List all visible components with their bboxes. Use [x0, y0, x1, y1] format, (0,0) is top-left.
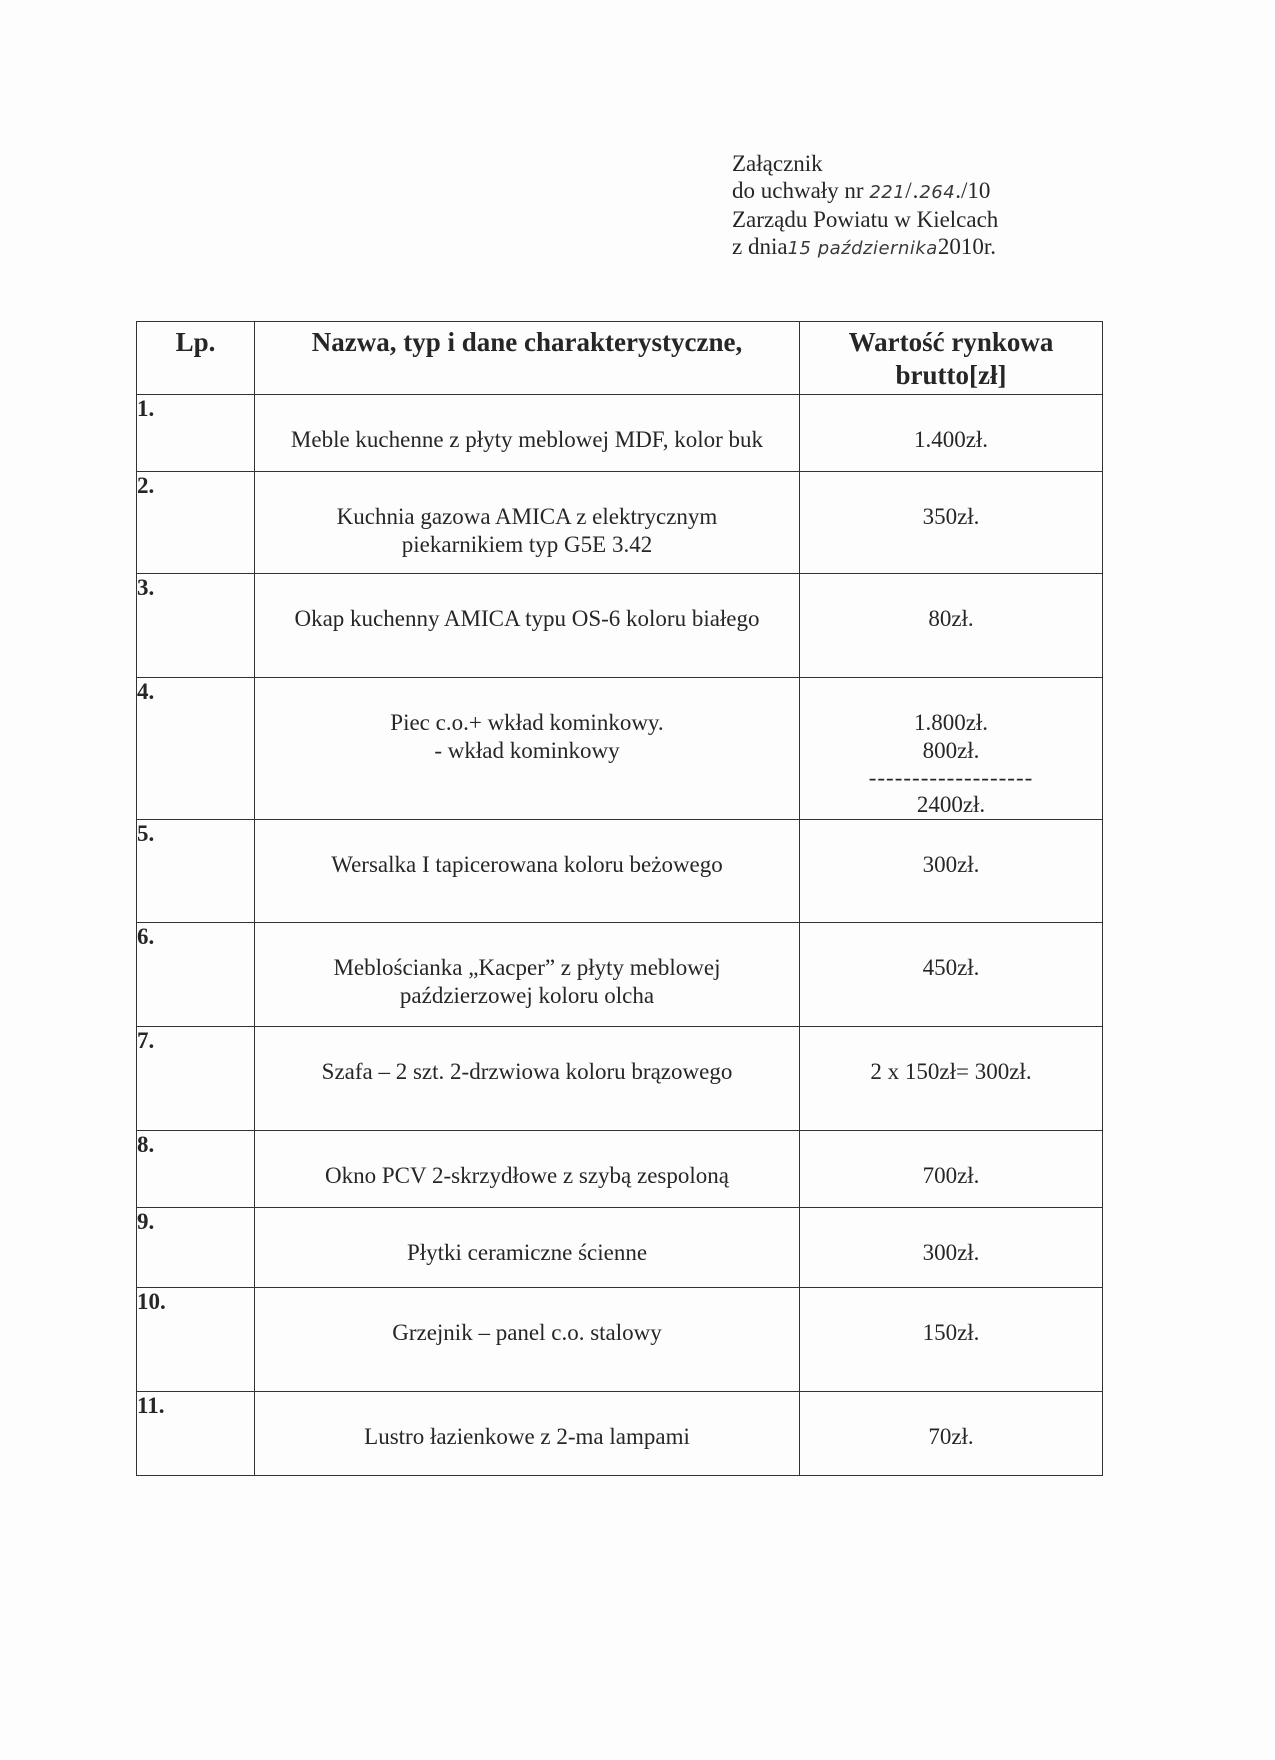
- items-table: [136, 321, 1103, 1476]
- row-name: [255, 820, 800, 923]
- row-name-line: Meble kuchenne z płyty meblowej MDF, kolor buk: [290, 427, 764, 452]
- row-value-line: 300zł.: [922, 1240, 980, 1265]
- row-value-line: 800zł.: [922, 738, 980, 763]
- row-value-line: 300zł.: [922, 852, 980, 877]
- row-name: [255, 678, 800, 820]
- table-body: [137, 395, 1103, 1476]
- row-name-line: piekarnikiem typ G5E 3.42: [401, 532, 653, 557]
- row-value: [800, 923, 1103, 1027]
- resolution-number-mid: /.: [905, 178, 920, 203]
- handwritten-number-2: 264: [919, 182, 956, 203]
- row-name: [255, 1027, 800, 1131]
- row-name: [255, 1208, 800, 1288]
- row-lp: 2.: [137, 472, 255, 574]
- row-value: [800, 395, 1103, 472]
- row-lp: 8.: [137, 1131, 255, 1208]
- header-value-line2: brutto[zł]: [895, 360, 1007, 390]
- row-name-line: Okap kuchenny AMICA typu OS-6 koloru białego: [294, 606, 760, 631]
- table-row: [137, 1288, 1103, 1392]
- row-value: [800, 678, 1103, 820]
- table-row: [137, 820, 1103, 923]
- row-lp: 10.: [137, 1288, 255, 1392]
- row-value-line: 2 x 150zł= 300zł.: [870, 1059, 1032, 1084]
- resolution-number-suffix: ./10: [955, 178, 991, 203]
- table-header-row: [137, 322, 1103, 395]
- row-name: [255, 1131, 800, 1208]
- row-value: [800, 1208, 1103, 1288]
- row-name: [255, 923, 800, 1027]
- row-value-line: 80zł.: [928, 606, 974, 631]
- table-row: [137, 1131, 1103, 1208]
- row-name: [255, 574, 800, 678]
- row-name-line: Meblościanka „Kacper” z płyty meblowej: [333, 955, 721, 980]
- resolution-number-line: [732, 177, 1092, 206]
- table-row: [137, 678, 1103, 820]
- row-value-line: 700zł.: [922, 1163, 980, 1188]
- row-value-line: 70zł.: [928, 1424, 974, 1449]
- row-value: [800, 574, 1103, 678]
- sum-separator: -------------------: [868, 765, 1034, 790]
- row-value-line: 2400zł.: [916, 792, 986, 817]
- header-title: Załącznik: [732, 151, 823, 176]
- row-value-line: 350zł.: [922, 504, 980, 529]
- table-row: [137, 1027, 1103, 1131]
- row-value-line: 1.400zł.: [913, 427, 989, 452]
- row-name-line: Szafa – 2 szt. 2-drzwiowa koloru brązowego: [321, 1059, 733, 1084]
- table-row: [137, 1208, 1103, 1288]
- table-row: [137, 923, 1103, 1027]
- board-name: Zarządu Powiatu w Kielcach: [732, 207, 999, 232]
- row-name-line: Piec c.o.+ wkład kominkowy.: [390, 710, 664, 735]
- row-name-line: - wkład kominkowy: [434, 738, 620, 763]
- row-value-line: 1.800zł.: [913, 710, 989, 735]
- header-name: Nazwa, typ i dane charakterystyczne,: [255, 322, 800, 395]
- table-row: [137, 472, 1103, 574]
- handwritten-number-1: 221: [869, 182, 906, 203]
- row-name: [255, 395, 800, 472]
- row-lp: 11.: [137, 1392, 255, 1476]
- table-row: [137, 1392, 1103, 1476]
- row-lp: 5.: [137, 820, 255, 923]
- row-value: [800, 1131, 1103, 1208]
- header-value: [800, 322, 1103, 395]
- row-value: [800, 472, 1103, 574]
- row-lp: 4.: [137, 678, 255, 820]
- handwritten-date: 15 października: [787, 238, 938, 259]
- attachment-header: [732, 150, 1092, 262]
- row-value: [800, 1392, 1103, 1476]
- row-lp: 6.: [137, 923, 255, 1027]
- table-row: [137, 574, 1103, 678]
- row-value: [800, 820, 1103, 923]
- row-lp: 9.: [137, 1208, 255, 1288]
- row-name-line: paździerzowej koloru olcha: [399, 983, 655, 1008]
- row-name: [255, 472, 800, 574]
- date-suffix: 2010r.: [937, 234, 996, 259]
- header-lp: Lp.: [137, 322, 255, 395]
- header-value-line1: Wartość rynkowa: [848, 327, 1054, 357]
- row-name-line: Okno PCV 2-skrzydłowe z szybą zespoloną: [325, 1163, 729, 1188]
- row-name: [255, 1392, 800, 1476]
- row-value: [800, 1027, 1103, 1131]
- table-row: [137, 395, 1103, 472]
- row-name-line: Wersalka I tapicerowana koloru beżowego: [331, 852, 723, 877]
- resolution-number-prefix: do uchwały nr: [732, 178, 870, 203]
- row-name-line: Grzejnik – panel c.o. stalowy: [392, 1320, 662, 1345]
- row-lp: 7.: [137, 1027, 255, 1131]
- row-value: [800, 1288, 1103, 1392]
- row-name: [255, 1288, 800, 1392]
- row-lp: 3.: [137, 574, 255, 678]
- row-lp: 1.: [137, 395, 255, 472]
- date-prefix: z dnia: [732, 234, 788, 259]
- row-value-line: 150zł.: [922, 1320, 980, 1345]
- row-value-line: 450zł.: [922, 955, 980, 980]
- row-name-line: Kuchnia gazowa AMICA z elektrycznym: [336, 504, 718, 529]
- date-line: [732, 233, 1092, 262]
- row-name-line: Płytki ceramiczne ścienne: [406, 1240, 648, 1265]
- row-name-line: Lustro łazienkowe z 2-ma lampami: [364, 1424, 690, 1449]
